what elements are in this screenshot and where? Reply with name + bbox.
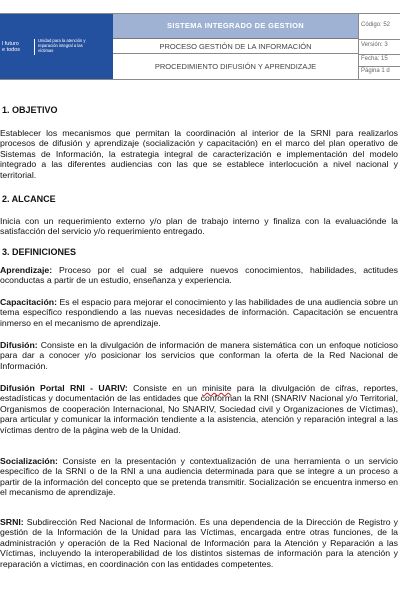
definition-term: Capacitación: (0, 297, 57, 307)
definition-term: Aprendizaje: (0, 265, 53, 275)
definition-item (0, 265, 398, 286)
definition-text: para la divulgación de cifras, reportes, estadísticas y documentación de las entidades que conforman la RNI (SNARIV Nacional y/o Territorial, Organismos de cooperación Internacional, No SNARIV, Sociedad civil y Organizaciones de Víctimas), para articular y comunicar la información tendiente a la asistencia, atención y reparación integral a las víctimas dentro de la página web de la Unidad. (0, 383, 398, 435)
document-control-info (358, 13, 400, 80)
definition-item (0, 297, 398, 328)
definition-text: Proceso por el cual se adquiere nuevos conocimientos, habilidades, actitudes oconductas a partir de un estudio, enseñanza y experiencia. (0, 265, 398, 286)
definition-text: Consiste en la presentación y contextualización de una herramienta o un servicio específico de la SRNI o de la RNI a una audiencia determinada para que se integre a un proceso a partir de la información del concepto que se pretenda transmitir. Socialización se encuentra inmerso en el mecanismo de aprendizaje. (0, 456, 398, 498)
definition-text: Es el espacio para mejorar el conocimiento y las habilidades de una audiencia sobre un tema específico respondiendo a las nuevas necesidades de información. Capacitación se encuentra inmerso en el mecanismo de aprendizaje. (0, 297, 398, 328)
document-version: Versión: 3 (361, 42, 388, 48)
procedure-name: PROCEDIMIENTO DIFUSIÓN Y APRENDIZAJE (154, 62, 317, 71)
document-date: Fecha: 15 (361, 56, 388, 62)
logo-separator (34, 39, 35, 55)
definition-item (0, 517, 398, 569)
section-title-scope: 2. ALCANCE (2, 194, 56, 204)
document-header (0, 13, 400, 80)
header-titles (113, 13, 358, 80)
divider (358, 66, 400, 67)
definition-item (0, 340, 398, 371)
definition-term: Socialización: (0, 456, 58, 466)
definition-text: Subdirección Red Nacional de Información. Es una dependencia de la Dirección de Registro y gestión de la Información de la Unidad para las Víctimas, encargada entre otras funciones, de la administración y operación de la Red Nacional de Información para la Atención y Reparación a las Víctimas, incluyendo la interoperabilidad de los distintos sistemas de información para la atención y reparación a víctimas, en coordinación con las entidades competentes. (0, 517, 398, 569)
process-name: PROCESO GESTIÓN DE LA INFORMACIÓN (113, 39, 358, 54)
document-code: Código: 52 (361, 22, 391, 28)
definition-text: Consiste en un (127, 383, 203, 393)
logo-subtitle: Unidad para la atención y reparación integral a las víctimas (38, 38, 86, 53)
divider (358, 54, 400, 55)
institution-logo (0, 13, 113, 80)
definition-item (0, 456, 398, 498)
definition-item (0, 383, 398, 435)
scope-text: Inicia con un requerimiento externo y/o plan de trabajo interno y finaliza con la evaluaciónde la satisfacción del servicio y/o requerimiento entregado. (0, 216, 398, 237)
spellcheck-flagged-word: minisite (202, 383, 232, 393)
logo-line-1: l futuro (2, 41, 19, 47)
definition-term: Difusión Portal RNI - UARIV: (0, 383, 128, 393)
page-number: Página 1 d (361, 68, 390, 74)
divider (358, 39, 400, 40)
system-title: SISTEMA INTEGRADO DE GESTION (113, 13, 358, 39)
objective-text: Establecer los mecanismos que permitan la coordinación al interior de la SRNI para realizarlos procesos de difusión y aprendizaje (socialización y capacitación) en el marco del plan operativo de Sistemas de Información, la estrategia integral de caracterización e implementación del modelo integrado a las diferentes audiencias con las que se establece interlocución a nivel nacional y territorial. (0, 128, 398, 180)
definition-term: Difusión: (0, 340, 38, 350)
logo-line-2: e todos (2, 47, 21, 53)
definition-term: SRNI: (0, 517, 24, 527)
definition-text: Consiste en la divulgación de información de manera sistemática con un enfoque noticioso para dar a conocer y/o posicionar los servicios que conforman la oferta de la Red Nacional de Información. (0, 340, 398, 371)
section-title-definitions: 3. DEFINICIONES (2, 247, 77, 257)
section-title-objective: 1. OBJETIVO (2, 105, 58, 115)
